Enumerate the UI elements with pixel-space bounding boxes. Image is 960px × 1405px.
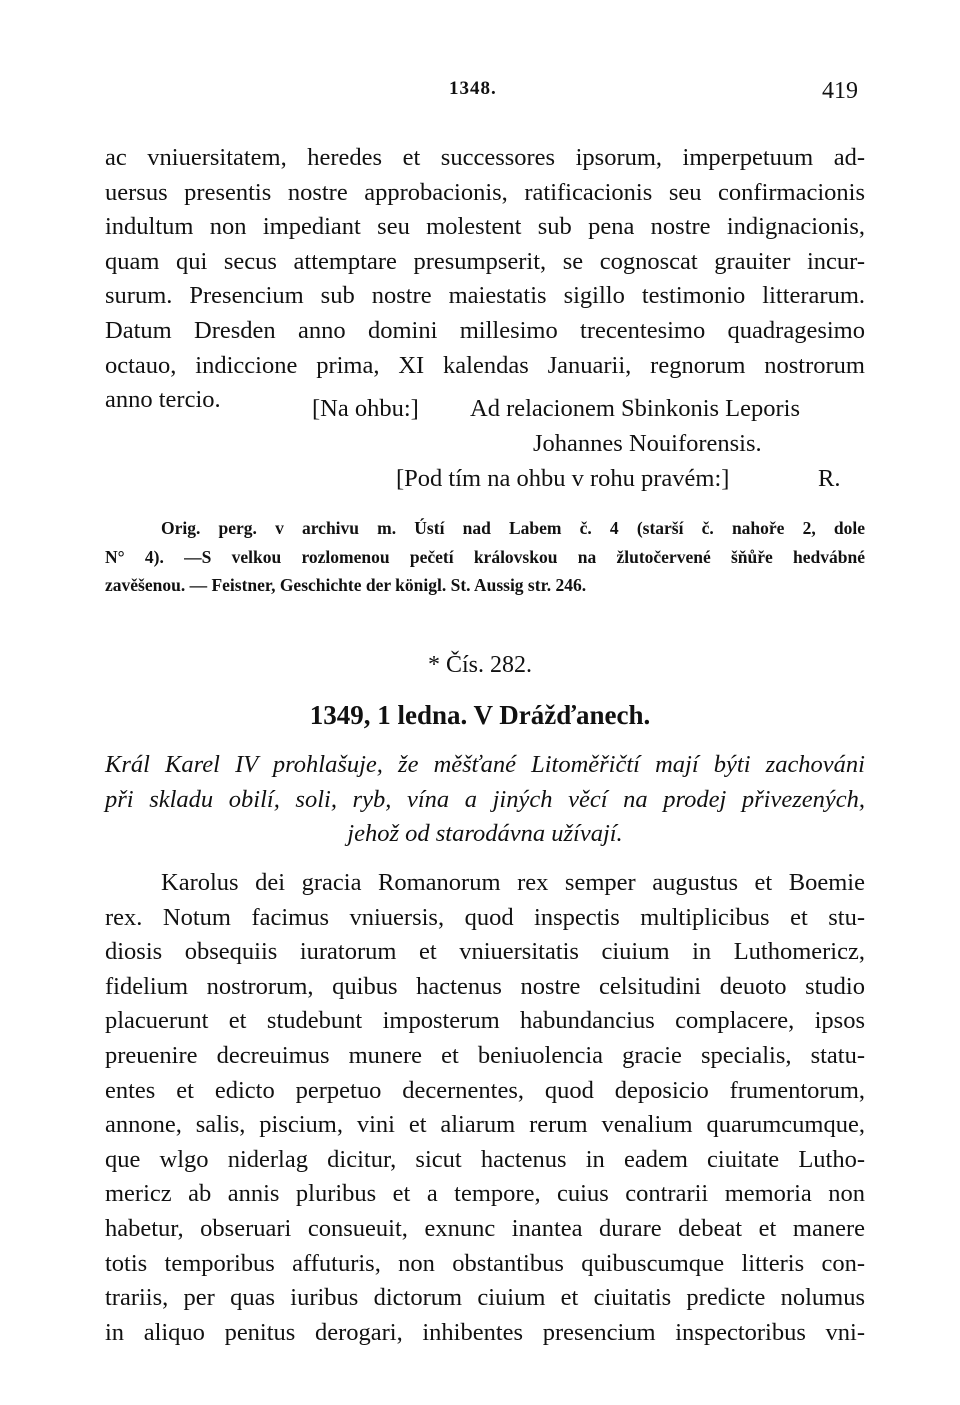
running-head-year: 1348. xyxy=(449,78,497,99)
text-line: preuenire decreuimus munere et beniuolencia gracie specialis, statu- xyxy=(105,1041,865,1069)
document-number: * Čís. 282. xyxy=(427,652,532,678)
text-line: trariis, per quas iuribus dictorum ciuium et ciuitatis predicte nolumus xyxy=(105,1284,865,1312)
regest-line: při skladu obilí, soli, ryb, vína a jiných věcí na prodej přivezených, xyxy=(105,785,865,813)
regest xyxy=(105,748,865,852)
text-line: annone, salis, piscium, vini et aliarum rerum venalium quarumcumque, xyxy=(105,1111,865,1139)
text-line: quam qui secus attemptare presumpserit, se cognoscat grauiter incur- xyxy=(105,247,865,275)
text-line: uersus presentis nostre approbacionis, ratificacionis seu confirmacionis xyxy=(105,178,865,206)
endorsement-line: Ad relacionem Sbinkonis Leporis xyxy=(470,395,801,422)
text-block-top xyxy=(105,141,865,418)
text-line: totis temporibus affuturis, non obstantibus quibuscumque litteris con- xyxy=(105,1249,865,1277)
text-line: fidelium nostrorum, quibus hactenus nostre celsitudini deuoto studio xyxy=(105,972,865,1000)
text-line: placuerunt et studebunt imposterum habundancius complacere, ipsos xyxy=(105,1007,865,1035)
regest-line: Král Karel IV prohlašuje, že měšťané Litoměřičtí mají býti zachováni xyxy=(105,751,865,778)
endorsement-corner-label: [Pod tím na ohbu v rohu pravém:] xyxy=(396,465,730,492)
text-line: mericz ab annis pluribus et a tempore, cuius contrarii memoria non xyxy=(105,1180,865,1208)
regest-line: jehož od starodávna užívají. xyxy=(347,820,623,848)
note-line: Orig. perg. v archivu m. Ústí nad Labem č. 4 (starší č. nahoře 2, dole xyxy=(161,518,865,538)
text-line: indultum non impediant seu molestent sub pena nostre indignacionis, xyxy=(105,213,865,241)
endorsement-corner-value: R. xyxy=(818,465,841,492)
note-line: N° 4). —S velkou rozlomenou pečetí královskou na žlutočervené šňůře hedvábné xyxy=(105,546,865,567)
note-line: zavěšenou. — Feistner, Geschichte der königl. St. Aussig str. 246. xyxy=(105,575,587,595)
endorsement-label: [Na ohbu:] xyxy=(312,395,419,422)
text-line: Datum Dresden anno domini millesimo trecentesimo quadragesimo xyxy=(105,316,865,344)
text-block-main xyxy=(105,866,865,1350)
endorsement-line: Johannes Nouiforensis. xyxy=(533,430,762,457)
text-line: rex. Notum facimus vniuersis, quod inspectis multiplicibus et stu- xyxy=(105,903,865,931)
archival-note xyxy=(105,514,865,600)
text-line: que wlgo niderlag dicitur, sicut hactenus in eadem ciuitate Lutho- xyxy=(105,1145,865,1173)
page-number: 419 xyxy=(822,78,858,104)
text-line: habetur, obseruari consueuit, exnunc inantea durare debeat et manere xyxy=(105,1214,865,1242)
text-line: octauo, indiccione prima, XI kalendas Januarii, regnorum nostrorum xyxy=(105,351,865,379)
document-date-place: 1349, 1 ledna. V Drážďanech. xyxy=(309,700,651,730)
text-line: Karolus dei gracia Romanorum rex semper augustus et Boemie xyxy=(161,869,865,896)
text-line: anno tercio. xyxy=(105,386,221,414)
text-line: ac vniuersitatem, heredes et successores ipsorum, imperpetuum ad- xyxy=(105,144,865,171)
text-line: in aliquo penitus derogari, inhibentes presencium inspectoribus vni- xyxy=(105,1318,865,1346)
text-line: entes et edicto perpetuo decernentes, quod deposicio frumentorum, xyxy=(105,1076,865,1104)
text-line: diosis obsequiis iuratorum et vniuersitatis ciuium in Luthomericz, xyxy=(105,938,865,966)
text-line: surum. Presencium sub nostre maiestatis sigillo testimonio litterarum. xyxy=(105,282,865,310)
